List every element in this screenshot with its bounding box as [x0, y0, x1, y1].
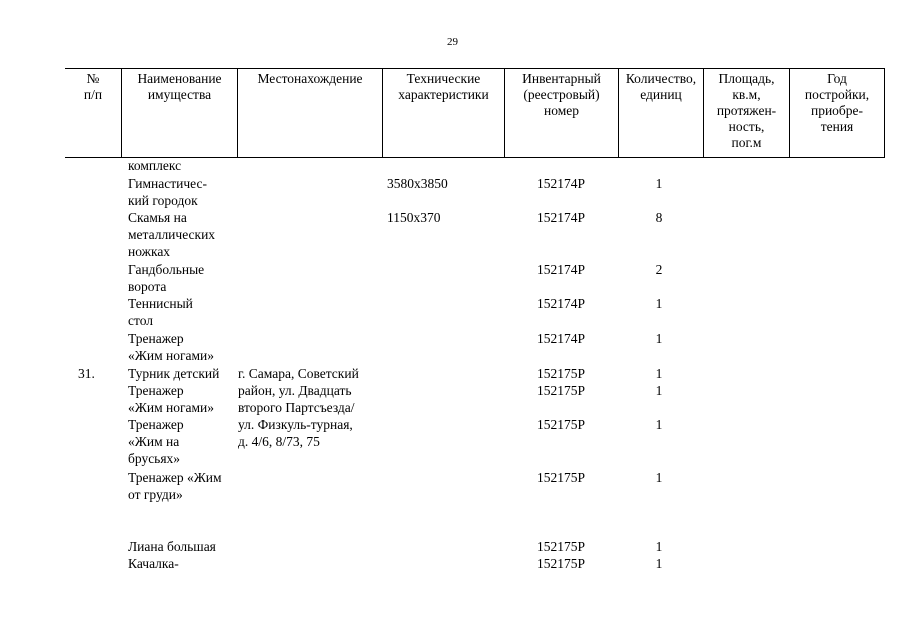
header-cell-quantity: Количество, единиц: [618, 69, 703, 157]
header-cell-area: Площадь, кв.м, протяжен- ность, пог.м: [703, 69, 789, 157]
item-quantity: 1: [655, 470, 663, 485]
item-inventory-number: 152174Р: [536, 331, 585, 346]
item-name: Тренажер «Жим на брусьях»: [128, 417, 184, 466]
item-name: Скамья на металлических ножках: [128, 210, 216, 259]
item-quantity: 2: [655, 262, 663, 277]
item-inventory-number: 152174Р: [536, 296, 585, 311]
item-quantity: 8: [655, 210, 663, 225]
page-number: 29: [447, 36, 458, 48]
header-cell-year: Год постройки, приобре- тения: [789, 69, 885, 157]
item-name: Турник детский: [128, 366, 220, 381]
item-name: Гандбольные ворота: [128, 262, 205, 294]
item-quantity: 1: [655, 539, 663, 554]
item-quantity: 1: [655, 366, 663, 381]
item-specs: 3580x3850: [387, 176, 448, 191]
item-location: г. Самара, Советский район, ул. Двадцать второго Партсъезда/ ул. Физкуль-турная, д. 4/6, 8/73, 75: [238, 366, 359, 449]
item-inventory-number: 152175Р: [536, 470, 585, 485]
item-inventory-number: 152175Р: [536, 383, 585, 398]
item-number: 31.: [78, 366, 95, 381]
item-inventory-number: 152175Р: [536, 556, 585, 571]
header-cell-inventory: Инвентарный (реестровый) номер: [504, 69, 618, 157]
item-name: Теннисный стол: [128, 296, 193, 328]
item-inventory-number: 152175Р: [536, 366, 585, 381]
item-quantity: 1: [655, 383, 663, 398]
item-name: Качалка-: [128, 556, 179, 571]
item-inventory-number: 152174Р: [536, 176, 585, 191]
header-cell-specs: Технические характеристики: [382, 69, 504, 157]
item-specs: 1150x370: [387, 210, 441, 225]
item-name: Лиана большая: [128, 539, 216, 554]
item-quantity: 1: [655, 296, 663, 311]
header-cell-num: № п/п: [83, 71, 103, 102]
item-quantity: 1: [655, 176, 663, 191]
item-name: комплекс: [128, 158, 182, 173]
item-name: Тренажер «Жим ногами»: [128, 383, 215, 415]
table-header: [65, 68, 885, 158]
item-inventory-number: 152174Р: [536, 210, 585, 225]
header-cell-name: Наименование имущества: [121, 69, 237, 157]
item-name: Тренажер «Жим ногами»: [128, 331, 215, 363]
item-inventory-number: 152174Р: [536, 262, 585, 277]
item-name: Тренажер «Жим от груди»: [128, 470, 222, 502]
item-name: Гимнастичес- кий городок: [128, 176, 207, 208]
item-inventory-number: 152175Р: [536, 539, 585, 554]
header-cell-location: Местонахождение: [237, 69, 382, 157]
item-quantity: 1: [655, 331, 663, 346]
item-quantity: 1: [655, 556, 663, 571]
item-inventory-number: 152175Р: [536, 417, 585, 432]
item-quantity: 1: [655, 417, 663, 432]
